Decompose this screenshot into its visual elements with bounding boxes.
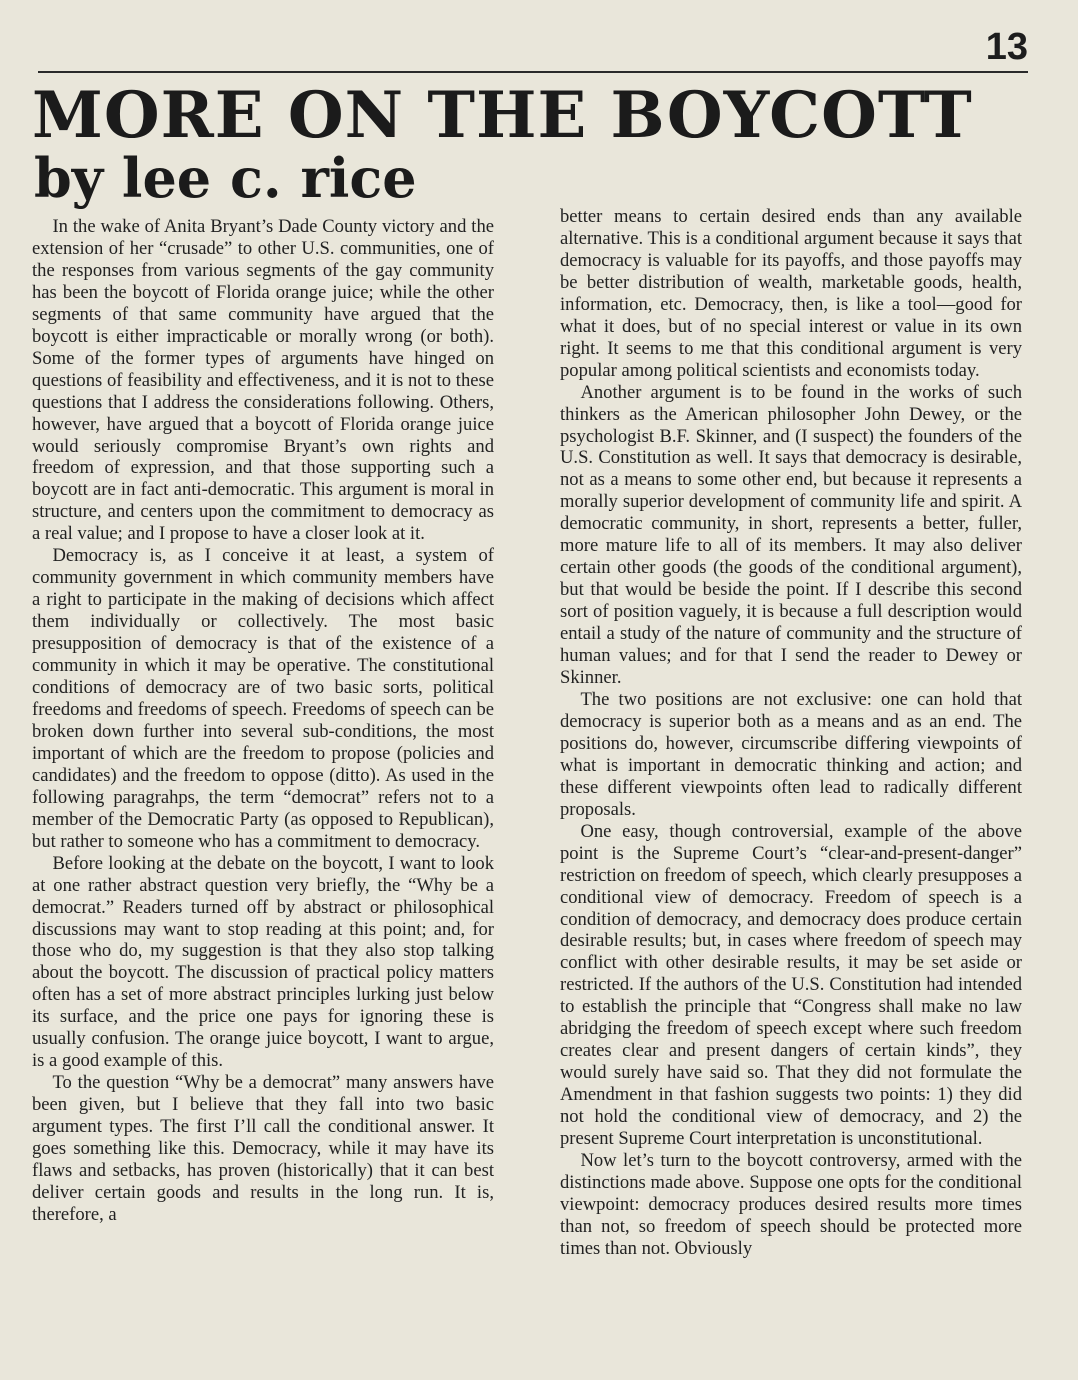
article-byline: by lee c. rice bbox=[34, 146, 417, 210]
paragraph-continued: better means to certain desired ends than any available alternative. This is a conditional argument because it says that democracy is valuable for its payoffs, and those payoffs may be better distribution of wealth, marketable goods, health, information, etc. Democracy, then, is like a tool—good for what it does, but of no special interest or value in its own right. It seems to me that this conditional argument is very popular among political scientists and economists today. bbox=[560, 206, 1022, 381]
paragraph: One easy, though controversial, example of the above point is the Supreme Court’s “clear-and-present-danger” restriction on freedom of speech, which clearly presupposes a conditional view of democracy. Freedom of speech is a condition of democracy, and democracy does produce certain desirable results; but, in cases where freedom of speech may conflict with other desirable results, it may be set aside or restricted. If the authors of the U.S. Constitution had intended to establish the principle that “Congress shall make no law abridging the freedom of speech except where such freedom creates clear and present dangers of certain kinds”, they would surely have said so. That they did not formulate the Amendment in that fashion suggests two points: 1) they did not hold the conditional view of democracy, and 2) the present Supreme Court interpretation is unconstitutional. bbox=[560, 820, 1022, 1150]
header-rule bbox=[38, 71, 1028, 73]
paragraph: In the wake of Anita Bryant’s Dade County victory and the extension of her “crusade” to other U.S. communities, one of the responses from various segments of the gay community has been the boycott of Florida orange juice; while the other segments of that same community have argued that the boycott is either impracticable or morally wrong (or both). Some of the former types of arguments have hinged on questions of feasibility and effectiveness, and it is not to these questions that I address the considerations following. Others, however, have argued that a boycott of Florida orange juice would seriously compromise Bryant’s own rights and freedom of expression, and that those supporting such a boycott are in fact anti-democratic. This argument is moral in structure, and centers upon the commitment to democracy as a real value; and I propose to have a closer look at it. bbox=[32, 216, 494, 545]
page-number: 13 bbox=[985, 26, 1028, 68]
right-column bbox=[560, 206, 1022, 1336]
paragraph: Democracy is, as I conceive it at least, a system of community government in which community members have a right to participate in the making of decisions which affect them individually or collectively. The most basic presupposition of democracy is that of the existence of a community in which it may be operative. The constitutional conditions of democracy are of two basic sorts, political freedoms and freedoms of speech. Freedoms of speech can be broken down further into several sub-conditions, the most important of which are the freedom to propose (policies and candidates) and the freedom to oppose (ditto). As used in the following paragrahps, the term “democrat” refers not to a member of the Democratic Party (as opposed to Republican), but rather to someone who has a commitment to democracy. bbox=[32, 545, 494, 852]
paragraph: Now let’s turn to the boycott controversy, armed with the distinctions made above. Suppose one opts for the conditional viewpoint: democracy produces desired results more times than not, so freedom of speech should be protected more times than not. Obviously bbox=[560, 1149, 1022, 1259]
left-column bbox=[32, 216, 494, 1346]
paragraph: Another argument is to be found in the works of such thinkers as the American philosopher John Dewey, or the psychologist B.F. Skinner, and (I suspect) the founders of the U.S. Constitution as well. It says that democracy is desirable, not as a means to some other end, but because it represents a morally superior development of community life and spirit. A democratic community, in short, represents a better, fuller, more mature life to all of its members. It may also deliver certain other goods (the goods of the conditional argument), but that would be beside the point. If I describe this second sort of position vaguely, it is because a full description would entail a study of the nature of community and the structure of human values; and for that I send the reader to Dewey or Skinner. bbox=[560, 381, 1022, 689]
paragraph: To the question “Why be a democrat” many answers have been given, but I believe that they fall into two basic argument types. The first I’ll call the conditional answer. It goes something like this. Democracy, while it may have its flaws and setbacks, has proven (historically) that it can best deliver certain goods and results in the long run. It is, therefore, a bbox=[32, 1072, 494, 1225]
paragraph: The two positions are not exclusive: one can hold that democracy is superior both as a means and as an end. The positions do, however, circumscribe differing viewpoints of what is important in democratic thinking and action; and these different viewpoints often lead to radically different proposals. bbox=[560, 688, 1022, 820]
article-headline: MORE ON THE BOYCOTT bbox=[32, 78, 973, 153]
paragraph: Before looking at the debate on the boycott, I want to look at one rather abstract question very briefly, the “Why be a democrat.” Readers turned off by abstract or philosophical discussions may want to stop reading at this point; and, for those who do, my suggestion is that they also stop talking about the boycott. The discussion of practical policy matters often has a set of more abstract principles lurking just below its surface, and the price one pays for ignoring these is usually confusion. The orange juice boycott, I want to argue, is a good example of this. bbox=[32, 852, 494, 1072]
